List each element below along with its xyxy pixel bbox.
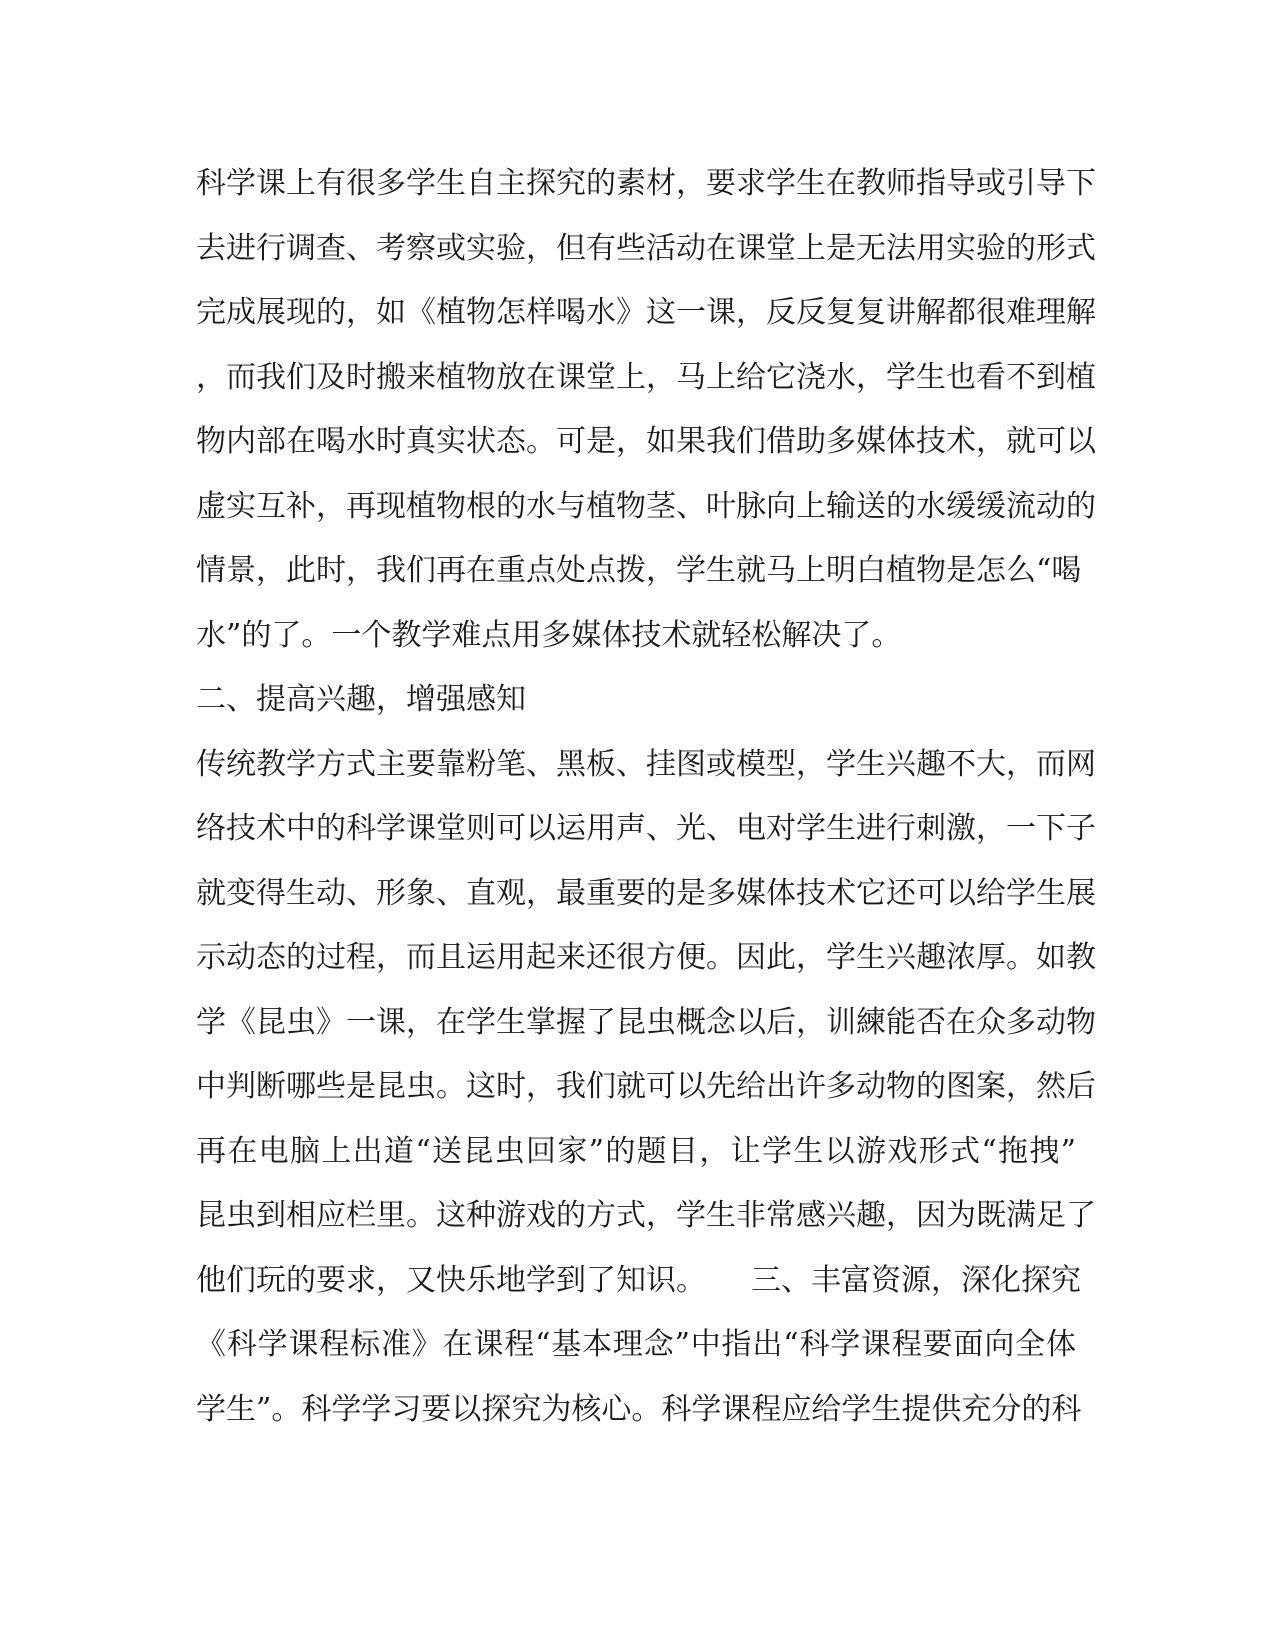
section-heading: 二、提高兴趣，增强感知 — [196, 682, 526, 717]
text-line: 示动态的过程，而且运用起来还很方便。因此，学生兴趣浓厚。如教 — [196, 940, 1096, 975]
text-line: 昆虫到相应栏里。这种游戏的方式，学生非常感兴趣，因为既满足了 — [196, 1198, 1096, 1233]
text-line: 传统教学方式主要靠粉笔、黑板、挂图或模型，学生兴趣不大，而网 — [196, 746, 1096, 782]
body-text — [196, 152, 1096, 1442]
text-line: 虚实互补，再现植物根的水与植物茎、叶脉向上输送的水缓缓流动的 — [196, 488, 1096, 524]
text-line: 学生”。科学学习要以探究为核心。科学课程应给学生提供充分的科 — [196, 1391, 1082, 1427]
text-line: 中判断哪些是昆虫。这时，我们就可以先给出许多动物的图案，然后 — [196, 1069, 1096, 1104]
text-line: 去进行调查、考察或实验，但有些活动在课堂上是无法用实验的形式 — [196, 230, 1096, 266]
text-line: 学《昆虫》一课，在学生掌握了昆虫概念以后，训練能否在众多动物 — [196, 1004, 1096, 1040]
text-line: 科学课上有很多学生自主探究的素材，要求学生在教师指导或引导下 — [196, 166, 1096, 201]
text-line: 完成展现的，如《植物怎样喝水》这一课，反反复复讲解都很难理解 — [196, 295, 1096, 330]
text-line: 就变得生动、形象、直观，最重要的是多媒体技术它还可以给学生展 — [196, 875, 1096, 911]
text-line: 《科学课程标准》在课程“基本理念”中指出“科学课程要面向全体 — [196, 1327, 1076, 1362]
text-line: 物内部在喝水时真实状态。可是，如果我们借助多媒体技术，就可以 — [196, 424, 1096, 459]
text-line: 情景，此时，我们再在重点处点拨，学生就马上明白植物是怎么“喝 — [196, 553, 1082, 588]
text-line: ，而我们及时搬来植物放在课堂上，马上给它浇水，学生也看不到植 — [196, 359, 1096, 395]
text-line: 他们玩的要求，又快乐地学到了知识。 三、丰富资源，深化探究 — [196, 1262, 1081, 1298]
text-line: 络技术中的科学课堂则可以运用声、光、电对学生进行刺激，一下子 — [196, 811, 1096, 846]
text-line: 再在电脑上出道“送昆虫回家”的题目，让学生以游戏形式“拖拽” — [196, 1133, 1076, 1169]
text-line: 水”的了。一个教学难点用多媒体技术就轻松解决了。 — [196, 617, 902, 653]
